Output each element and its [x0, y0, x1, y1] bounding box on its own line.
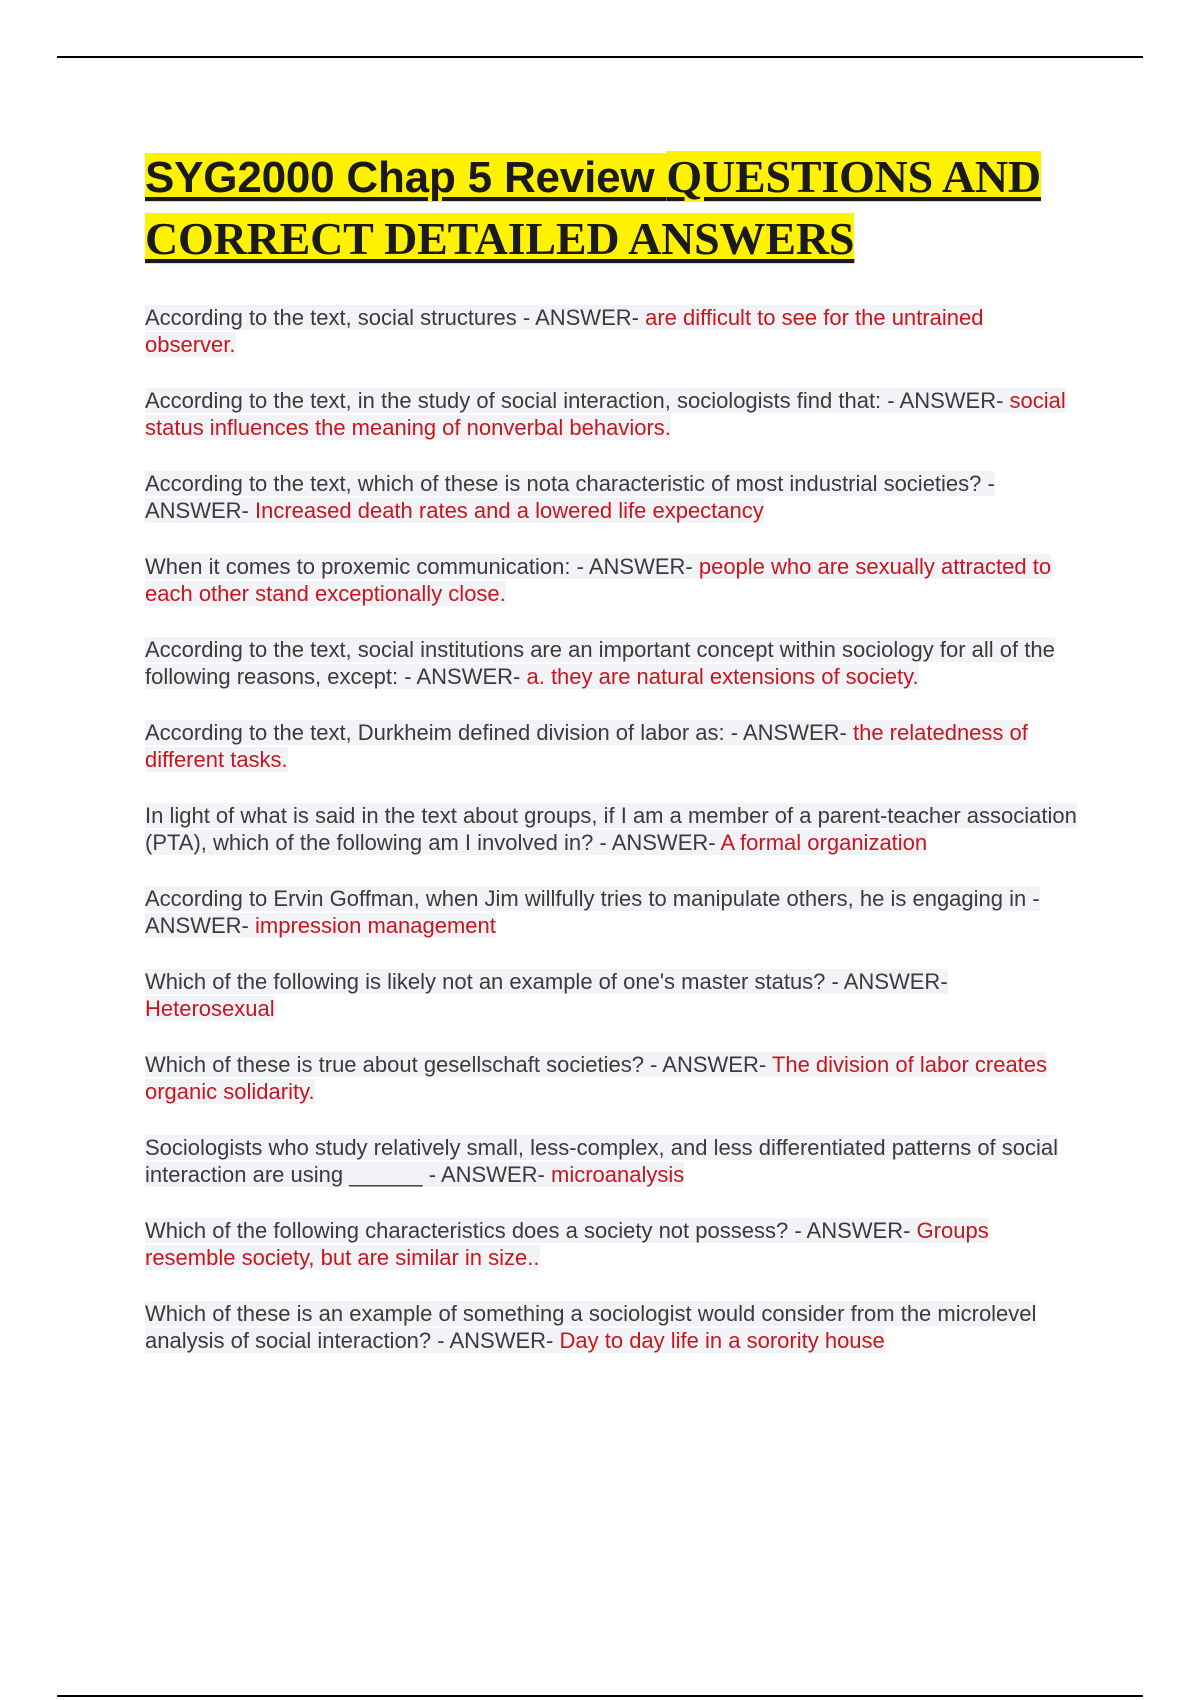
answer-text: microanalysis [551, 1162, 685, 1187]
question-text: According to the text, in the study of social interaction, sociologists find that: [145, 388, 882, 413]
qa-item [145, 1134, 1080, 1188]
page-title [145, 146, 1080, 270]
answer-text: are difficult to see for the untrained observer. [145, 305, 984, 357]
question-text: According to the text, Durkheim defined division of labor as: [145, 720, 725, 745]
answer-separator: - ANSWER- [431, 1328, 560, 1353]
answer-separator: - ANSWER- [422, 1162, 551, 1187]
qa-item [145, 802, 1080, 856]
answer-separator: - ANSWER- [724, 720, 853, 745]
question-text: Sociologists who study relatively small, less-complex, and less differentiated patterns of social interaction are using ______ [145, 1135, 1059, 1187]
qa-list [145, 304, 1080, 1354]
answer-separator: - ANSWER- [570, 554, 699, 579]
qa-item [145, 885, 1080, 939]
answer-text: impression management [255, 913, 496, 938]
answer-text: the relatedness of different tasks. [145, 720, 1028, 772]
question-text: According to Ervin Goffman, when Jim willfully tries to manipulate others, he is engaging in [145, 886, 1027, 911]
answer-text: A formal organization [720, 830, 928, 855]
question-text: According to the text, social structures [145, 305, 517, 330]
qa-item [145, 553, 1080, 607]
answer-separator: - ANSWER- [593, 830, 721, 855]
answer-text: Increased death rates and a lowered life expectancy [255, 498, 764, 523]
qa-item [145, 636, 1080, 690]
answer-separator: - ANSWER- [516, 305, 646, 330]
qa-item [145, 968, 1080, 1022]
answer-text: a. they are natural extensions of society. [526, 664, 919, 689]
title-part-course: SYG2000 Chap 5 Review [145, 153, 667, 202]
qa-item [145, 304, 1080, 358]
answer-text: Groups resemble society, but are similar in size.. [145, 1218, 989, 1270]
answer-text: people who are sexually attracted to each other stand exceptionally close. [145, 554, 1052, 606]
question-text: Which of the following is likely not an example of one's master status? [145, 969, 826, 994]
bottom-rule [57, 1695, 1143, 1697]
question-text: According to the text, which of these is nota characteristic of most industrial societies? [145, 471, 982, 496]
document-body [145, 146, 1080, 1383]
qa-item [145, 1217, 1080, 1271]
answer-separator: - ANSWER- [145, 471, 995, 523]
title-part-heading: QUESTIONS AND CORRECT DETAILED ANSWERS [145, 151, 1041, 264]
answer-separator: - ANSWER- [643, 1052, 772, 1077]
qa-item [145, 719, 1080, 773]
question-text: In light of what is said in the text about groups, if I am a member of a parent-teacher association (PTA), which of the following am I involved in? [145, 803, 1077, 855]
answer-text: social status influences the meaning of nonverbal behaviors. [145, 388, 1066, 440]
answer-separator: - ANSWER- [398, 664, 527, 689]
answer-separator: - ANSWER- [881, 388, 1010, 413]
answer-text: Day to day life in a sorority house [559, 1328, 885, 1353]
answer-separator: - ANSWER- [825, 969, 948, 994]
answer-separator: - ANSWER- [788, 1218, 917, 1243]
question-text: When it comes to proxemic communication: [145, 554, 571, 579]
answer-separator: - ANSWER- [145, 886, 1040, 938]
top-rule [57, 56, 1143, 58]
qa-item [145, 1051, 1080, 1105]
qa-item [145, 470, 1080, 524]
qa-item [145, 387, 1080, 441]
question-text: Which of the following characteristics does a society not possess? [145, 1218, 789, 1243]
question-text: Which of these is an example of something a sociologist would consider from the microlevel analysis of social interaction? [145, 1301, 1037, 1353]
question-text: According to the text, social institutions are an important concept within sociology for all of the following reasons, except: [145, 637, 1055, 689]
answer-text: The division of labor creates organic solidarity. [145, 1052, 1048, 1104]
question-text: Which of these is true about gesellschaft societies? [145, 1052, 644, 1077]
qa-item [145, 1300, 1080, 1354]
answer-text: Heterosexual [145, 996, 275, 1021]
